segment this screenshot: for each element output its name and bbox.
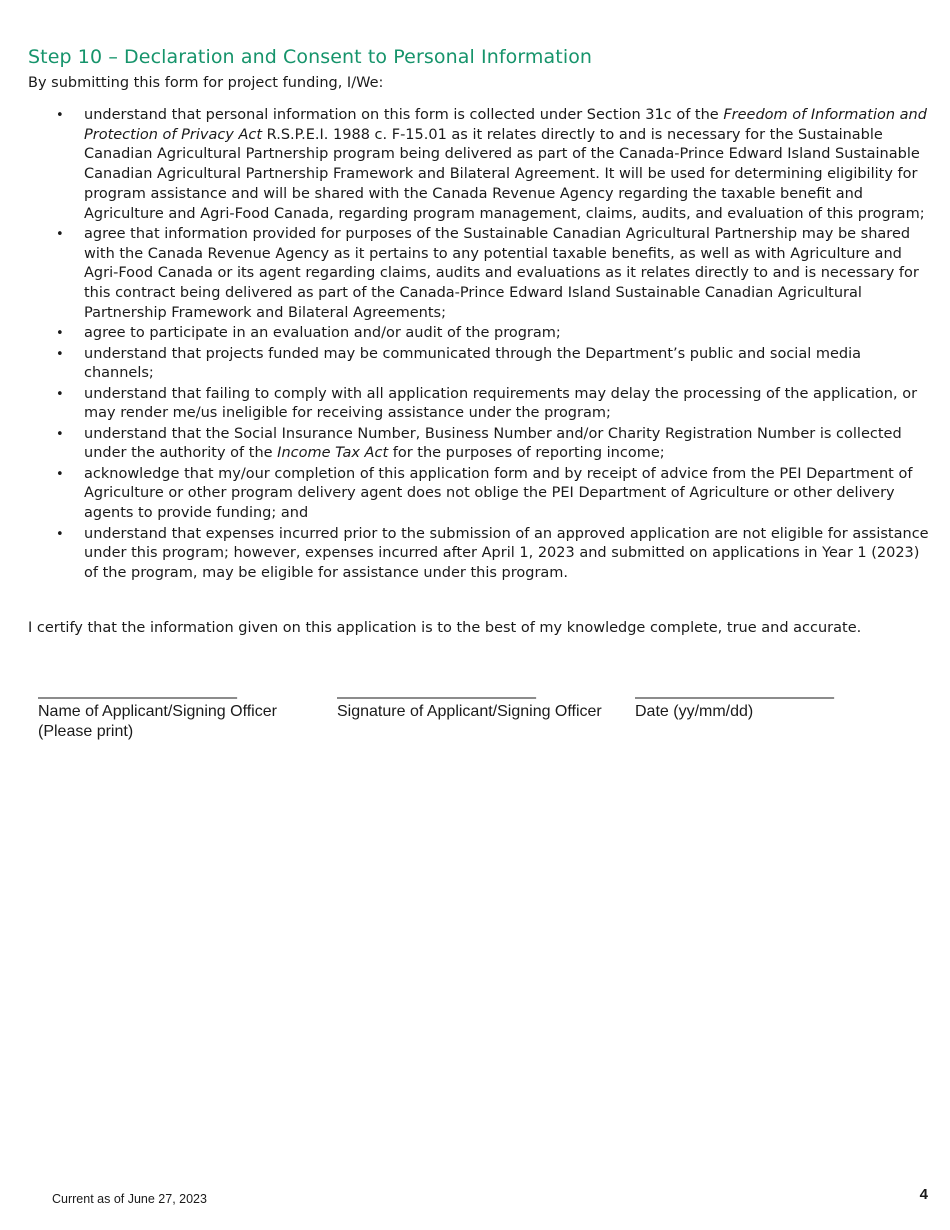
list-item: • agree to participate in an evaluation and/or audit of the program; xyxy=(50,324,930,344)
date-label: Date (yy/mm/dd) xyxy=(635,703,754,720)
date-line[interactable]: _______________________________ xyxy=(635,683,834,699)
page-number: 4 xyxy=(919,1186,928,1203)
signature-line[interactable]: _______________________________ xyxy=(337,683,536,699)
bullet-icon: • xyxy=(56,386,64,402)
list-item: • understand that the Social Insurance Number, Business Number and/or Charity Registration Number is collected under the authority of the Income Tax Act for the purposes of reporting income; xyxy=(56,425,902,462)
list-item: • understand that projects funded may be communicated through the Department’s public and social media channels; xyxy=(56,345,862,382)
bullet-icon: • xyxy=(56,526,64,542)
date-signature-block xyxy=(635,682,920,722)
list-item: • understand that expenses incurred prior to the submission of an approved application are not eligible for assistance under this program; however, expenses incurred after April 1, 2023 and submitted on applications in Year 1 (2023) of the program, may be eligible for assistance under this program. xyxy=(56,525,929,581)
certification-statement: I certify that the information given on this application is to the best of my knowledge complete, true and accurate. xyxy=(28,620,862,636)
section-heading: Step 10 – Declaration and Consent to Personal Information xyxy=(28,46,593,68)
list-item: • acknowledge that my/our completion of this application form and by receipt of advice from the PEI Department of Agriculture or other program delivery agent does not oblige the PEI Department of Agriculture or other delivery agents to provide funding; and xyxy=(56,465,913,522)
bullet-icon: • xyxy=(56,426,64,442)
name-line[interactable]: _______________________________ xyxy=(38,683,237,699)
list-item: • understand that personal information on this form is collected under Section 31c of the Freedom of Information and Protection of Privacy Act R.S.P.E.I. 1988 c. F-15.01 as it relates directly to and is necessary for the Sustainable Canadian Agricultural Partnership program being delivered as part of the Canada-Prince Edward Island Sustainable Canadian Agricultural Partnership Framework and Bilateral Agreement. It will be used for determining eligibility for program assistance and will be shared with the Canada Revenue Agency regarding the taxable benefit and Agriculture and Agri-Food Canada, regarding program management, claims, audits, and evaluation of this program; xyxy=(56,107,927,222)
bullet-icon: • xyxy=(56,108,64,123)
bullet-icon: • xyxy=(56,226,64,242)
bullet-icon: • xyxy=(56,346,64,362)
signature-block xyxy=(337,682,622,722)
name-signature-block xyxy=(38,682,323,742)
list-item: • agree that information provided for purposes of the Sustainable Canadian Agricultural Partnership may be shared with the Canada Revenue Agency as it pertains to any potential taxable benefits, as well as with Agriculture and Agri-Food Canada or its agent regarding claims, audits and evaluations as it relates directly to and is necessary for this contract being delivered as part of the Canada-Prince Edward Island Sustainable Canadian Agricultural Partnership Framework and Bilateral Agreements; xyxy=(56,225,919,321)
signature-label: Signature of Applicant/Signing Officer xyxy=(337,703,602,720)
current-as-of-footer: Current as of June 27, 2023 xyxy=(52,1192,207,1206)
intro-text: By submitting this form for project funding, I/We: xyxy=(28,75,384,91)
bullet-icon: • xyxy=(56,326,64,342)
bullet-icon: • xyxy=(56,466,64,482)
name-label: Name of Applicant/Signing Officer (Please print) xyxy=(38,703,277,740)
list-item: • understand that failing to comply with all application requirements may delay the processing of the application, or may render me/us ineligible for receiving assistance under the program; xyxy=(56,385,918,422)
consent-list xyxy=(50,106,930,584)
